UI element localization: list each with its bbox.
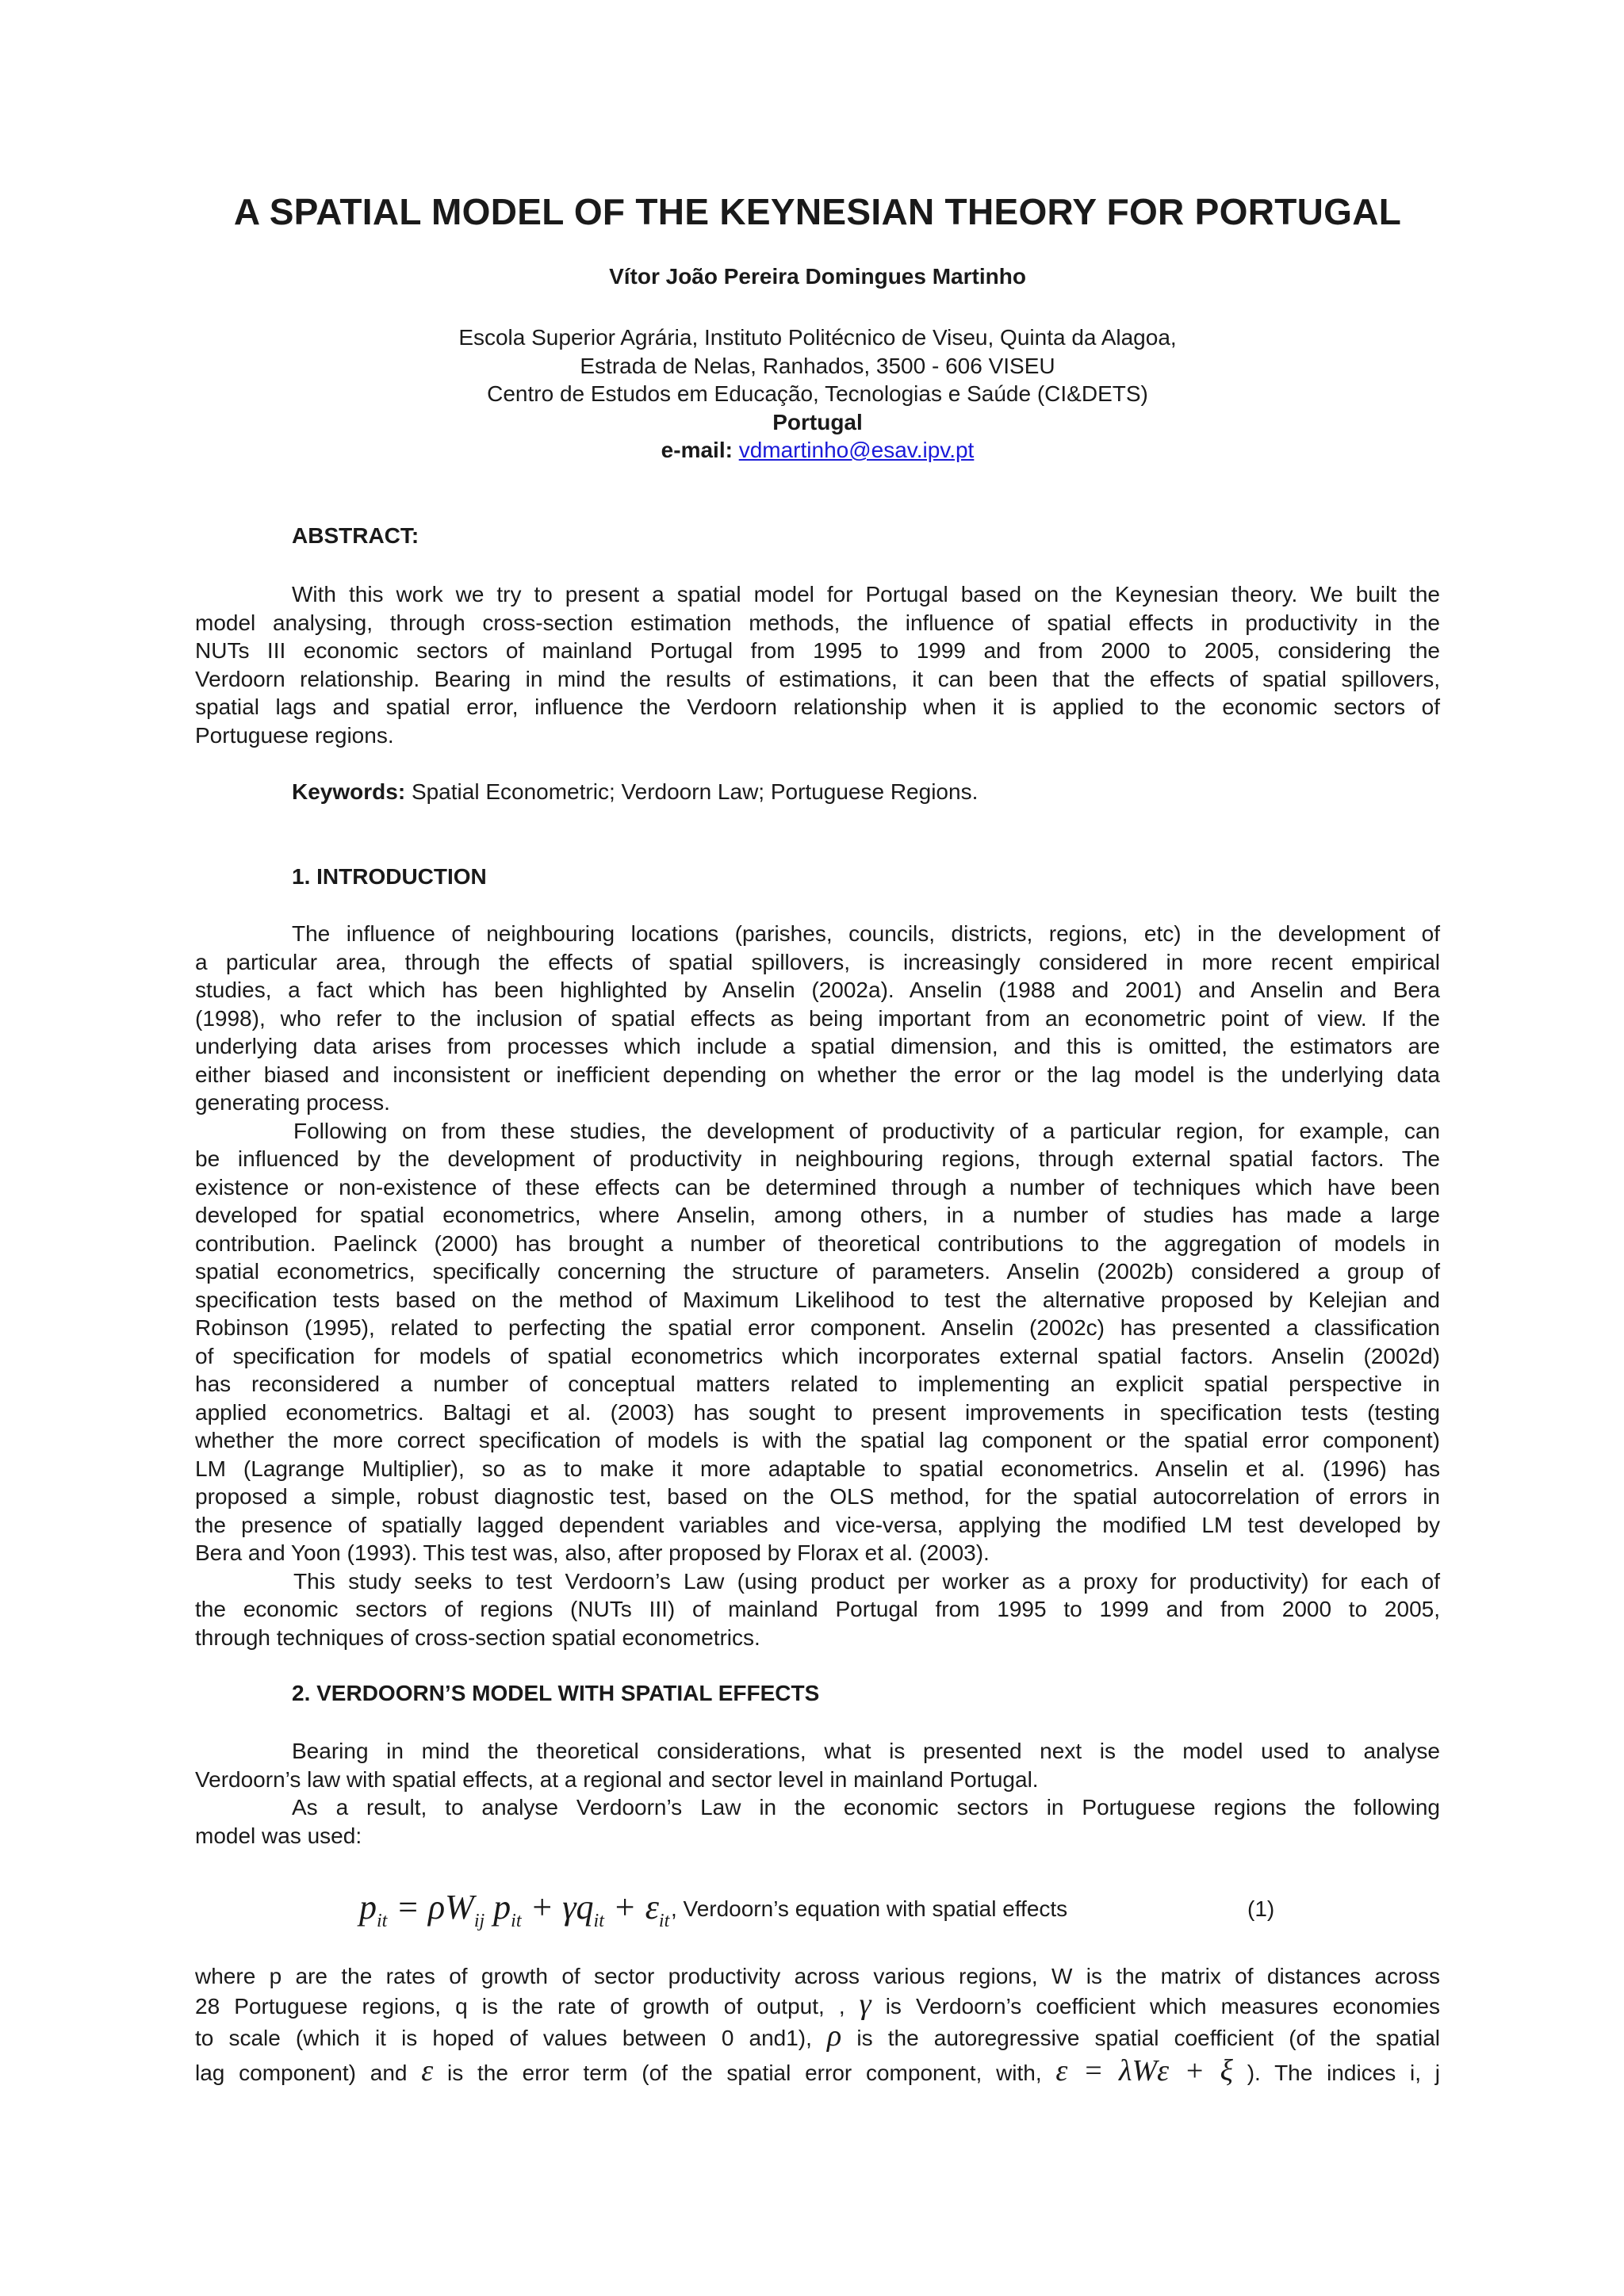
text-line: Verdoorn relationship. Bearing in mind the results of estimations, it can been that the effects of spatial spillovers, [195, 666, 1440, 691]
error-equation: ε = λWε + ξ [1055, 2054, 1233, 2087]
text-line: model analysing, through cross-section estimation methods, the influence of spatial effects in productivity in the [195, 610, 1440, 635]
affiliation-line-2: Estrada de Nelas, Ranhados, 3500 - 606 VISEU [580, 353, 1055, 378]
text-line: a particular area, through the effects of spatial spillovers, is increasingly considered in more recent empirical [195, 949, 1440, 974]
affiliation-line-1: Escola Superior Agrária, Instituto Politécnico de Viseu, Quinta da Alagoa, [458, 325, 1177, 350]
author-name: Vítor João Pereira Domingues Martinho [609, 264, 1026, 289]
text-line: (1998), who refer to the inclusion of spatial effects as being important from an econometric point of view. If the [195, 1005, 1440, 1031]
rho-symbol: ρ [827, 2019, 842, 2053]
text-span: is the error term (of the spatial error component, with, [446, 2061, 1042, 2085]
section-1-heading: 1. INTRODUCTION [292, 864, 487, 889]
affiliation-block [195, 323, 1440, 465]
text-line: As a result, to analyse Verdoorn’s Law in the economic sectors in Portuguese regions the following [292, 1795, 1440, 1820]
equation-caption: , Verdoorn’s equation with spatial effects [671, 1896, 1068, 1921]
text-line: of specification for models of spatial econometrics which incorporates external spatial factors. Anselin (2002d) [195, 1343, 1440, 1368]
text-line: underlying data arises from processes which include a spatial dimension, and this is omitted, the estimators are [195, 1034, 1440, 1058]
text-line: whether the more correct specification of models is with the spatial lag component or the spatial error component) [195, 1428, 1440, 1452]
email-line [195, 436, 1440, 465]
text-line: This study seeks to test Verdoorn’s Law (using product per worker as a proxy for productivity) for each of [293, 1568, 1440, 1594]
text-line: developed for spatial econometrics, where Anselin, among others, in a number of studies has made a large [195, 1203, 1440, 1227]
affiliation-line-3: Centro de Estudos em Educação, Tecnologias e Saúde (CI&DETS) [487, 381, 1148, 406]
text-span: 28 Portuguese regions, q is the rate of growth of output, , [195, 1993, 845, 2019]
text-line: through techniques of cross-section spatial econometrics. [195, 1624, 760, 1650]
text-line: model was used: [195, 1823, 362, 1848]
text-line: NUTs III economic sectors of mainland Portugal from 1995 to 1999 and from 2000 to 2005, considering the [195, 638, 1440, 663]
text-line: Bera and Yoon (1993). This test was, also, after proposed by Florax et al. (2003). [195, 1540, 990, 1565]
paper-title: A SPATIAL MODEL OF THE KEYNESIAN THEORY FOR PORTUGAL [233, 191, 1402, 232]
text-line: studies, a fact which has been highlighted by Anselin (2002a). Anselin (1988 and 2001) and Anselin and Bera [195, 978, 1440, 1002]
text-span: to scale (which it is hoped of values between 0 and1), [195, 2026, 812, 2050]
abstract-paragraph [195, 580, 1440, 749]
text-line: contribution. Paelinck (2000) has brought a number of theoretical contributions to the aggregation of models in [195, 1230, 1440, 1256]
section-2-paragraph-2 [195, 1793, 1440, 1850]
section-2-heading: 2. VERDOORN’S MODEL WITH SPATIAL EFFECTS [292, 1681, 820, 1705]
text-line: applied econometrics. Baltagi et al. (2003) has sought to present improvements in specification tests (testing [195, 1399, 1440, 1425]
text-line: With this work we try to present a spatial model for Portugal based on the Keynesian theory. We built the [292, 582, 1440, 607]
text-line: specification tests based on the method of Maximum Likelihood to test the alternative proposed by Kelejian and [195, 1287, 1440, 1312]
email-link[interactable]: vdmartinho@esav.ipv.pt [738, 438, 975, 462]
keywords-text: Spatial Econometric; Verdoorn Law; Portuguese Regions. [411, 779, 979, 804]
section-2-paragraph-3 [195, 1962, 1440, 2088]
text-line: either biased and inconsistent or inefficient depending on whether the error or the lag model is the underlying data [195, 1062, 1440, 1087]
text-span: lag component) and [195, 2061, 408, 2085]
equation-1 [195, 1887, 1440, 1934]
affiliation-country: Portugal [772, 409, 863, 434]
intro-paragraph-3 [195, 1567, 1440, 1652]
keywords-line [292, 779, 978, 805]
text-line: the economic sectors of regions (NUTs III) of mainland Portugal from 1995 to 1999 and from 2000 to 2005, [195, 1597, 1440, 1621]
text-span: is Verdoorn’s coefficient which measures economies [885, 1993, 1440, 2019]
text-line: Bearing in mind the theoretical considerations, what is presented next is the model used to analyse [292, 1739, 1440, 1763]
text-line [195, 2053, 1440, 2088]
equation-number: (1) [1247, 1896, 1275, 1921]
text-line: existence or non-existence of these effects can be determined through a number of techniques which have been [195, 1174, 1440, 1200]
text-line: the presence of spatially lagged dependent variables and vice-versa, applying the modified LM test developed by [195, 1512, 1440, 1537]
text-line: The influence of neighbouring locations (parishes, councils, districts, regions, etc) in the development of [292, 921, 1440, 946]
intro-paragraph-2 [195, 1117, 1440, 1567]
text-line: proposed a simple, robust diagnostic test, based on the OLS method, for the spatial autocorrelation of errors in [195, 1484, 1440, 1509]
text-line [195, 2019, 1440, 2053]
text-line: be influenced by the development of productivity in neighbouring regions, through external spatial factors. The [195, 1146, 1440, 1171]
text-line: spatial econometrics, specifically concerning the structure of parameters. Anselin (2002b) considered a group of [195, 1259, 1440, 1284]
text-line: has reconsidered a number of conceptual matters related to implementing an explicit spatial perspective in [195, 1372, 1440, 1396]
epsilon-symbol: ε [421, 2054, 434, 2087]
text-line: Verdoorn’s law with spatial effects, at a regional and sector level in mainland Portugal. [195, 1766, 1039, 1792]
section-2-paragraph-1 [195, 1737, 1440, 1793]
text-line: LM (Lagrange Multiplier), so as to make it more adaptable to spatial econometrics. Anselin et al. (1996) has [195, 1456, 1440, 1481]
intro-paragraph-1 [195, 920, 1440, 1117]
keywords-label: Keywords: [292, 779, 406, 804]
abstract-heading: ABSTRACT: [292, 523, 419, 548]
text-line: spatial lags and spatial error, influence the Verdoorn relationship when it is applied to the economic sectors of [195, 695, 1440, 719]
text-line: where p are the rates of growth of sector productivity across various regions, W is the matrix of distances across [195, 1964, 1440, 1988]
text-line: Portuguese regions. [195, 722, 394, 748]
email-label: e-mail: [661, 438, 733, 462]
text-line: Robinson (1995), related to perfecting the spatial error component. Anselin (2002c) has presented a classification [195, 1315, 1440, 1340]
text-line: generating process. [195, 1090, 390, 1115]
text-line [195, 1987, 1440, 2021]
text-line: Following on from these studies, the development of productivity of a particular region, for example, can [293, 1118, 1440, 1143]
text-span: ). The indices i, j [1247, 2061, 1440, 2085]
verdoorn-equation: $p_{it} = \rho W_{ij}$ $p_{it} + \gamma q_{it} + \varepsilon_{it}$ [359, 1888, 670, 1931]
text-span: is the autoregressive spatial coefficient (of the spatial [856, 2026, 1440, 2050]
gamma-symbol: γ [859, 1987, 871, 2021]
